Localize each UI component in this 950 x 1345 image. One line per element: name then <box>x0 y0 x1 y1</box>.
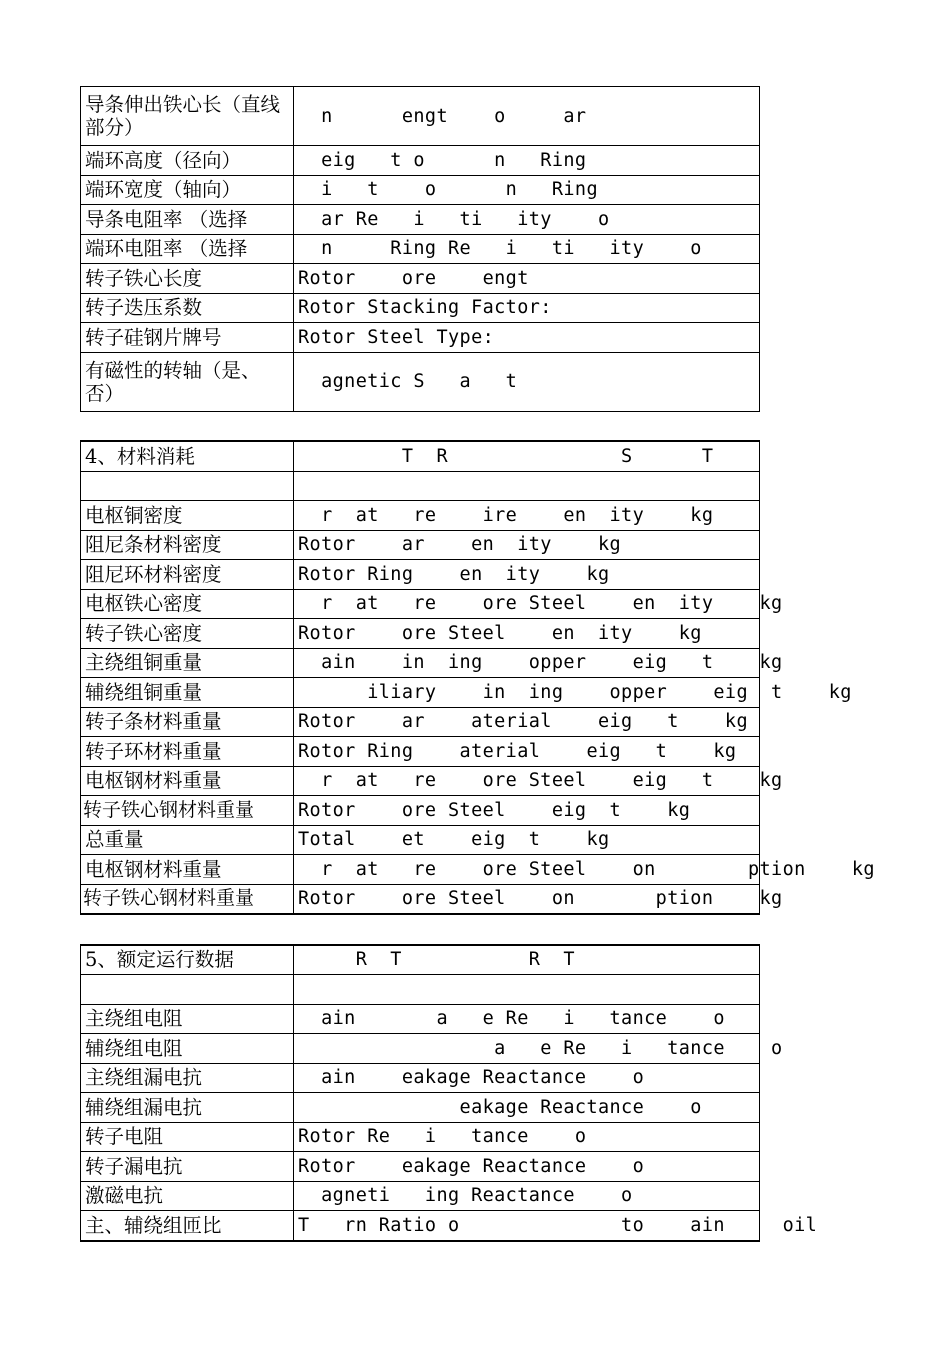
en-label-cell[interactable]: r at re ore Steel en ity kg <box>294 589 760 619</box>
table-row <box>81 293 760 323</box>
table-row <box>81 1004 760 1034</box>
table-row <box>81 1034 760 1064</box>
cn-label-cell[interactable]: 主绕组电阻 <box>81 1004 294 1034</box>
table-row <box>81 501 760 531</box>
cn-label-cell[interactable]: 转子铁心钢材料重量 <box>81 796 294 826</box>
table-row <box>81 146 760 176</box>
table-row <box>81 766 760 796</box>
cn-label-cell[interactable]: 阻尼条材料密度 <box>81 530 294 560</box>
table-row <box>81 1211 760 1241</box>
cn-label-cell[interactable]: 端环宽度（轴向） <box>81 175 294 205</box>
table-row <box>81 884 760 914</box>
cn-label-cell[interactable]: 转子铁心密度 <box>81 619 294 649</box>
en-label-cell[interactable]: iliary in ing opper eig t kg <box>294 678 760 708</box>
cn-label-cell[interactable]: 电枢钢材料重量 <box>81 766 294 796</box>
spacer-row <box>81 914 760 945</box>
section-header-row <box>81 441 760 471</box>
en-label-cell[interactable]: Total et eig t kg <box>294 825 760 855</box>
table-row <box>81 707 760 737</box>
table-row <box>81 560 760 590</box>
table-row <box>81 175 760 205</box>
table-row <box>81 619 760 649</box>
empty-cell[interactable] <box>81 975 294 1005</box>
table-row <box>81 530 760 560</box>
en-label-cell[interactable]: Rotor ore Steel on ption kg <box>294 884 760 914</box>
en-label-cell[interactable]: Rotor Ring en ity kg <box>294 560 760 590</box>
en-label-cell[interactable]: Rotor ore engt <box>294 264 760 294</box>
en-label-cell[interactable]: Rotor Re i tance o <box>294 1122 760 1152</box>
table-row <box>81 825 760 855</box>
en-label-cell[interactable]: n engt o ar <box>294 87 760 146</box>
en-label-cell[interactable]: Rotor eakage Reactance o <box>294 1152 760 1182</box>
en-label-cell[interactable]: ain a e Re i tance o <box>294 1004 760 1034</box>
empty-cell[interactable] <box>294 471 760 501</box>
table-row <box>81 1152 760 1182</box>
cn-label-cell[interactable]: 转子环材料重量 <box>81 737 294 767</box>
table-row <box>81 471 760 501</box>
empty-cell[interactable] <box>294 914 760 945</box>
table-row <box>81 234 760 264</box>
en-label-cell[interactable]: Rotor Ring aterial eig t kg <box>294 737 760 767</box>
en-label-cell[interactable]: eakage Reactance o <box>294 1093 760 1123</box>
en-label-cell[interactable]: r at re ire en ity kg <box>294 501 760 531</box>
en-label-cell[interactable]: r at re ore Steel on ption kg <box>294 855 760 885</box>
cn-label-cell[interactable]: 主绕组漏电抗 <box>81 1063 294 1093</box>
cn-label-cell[interactable]: 辅绕组铜重量 <box>81 678 294 708</box>
table-row <box>81 975 760 1005</box>
cn-label-cell[interactable]: 辅绕组电阻 <box>81 1034 294 1064</box>
cn-label-cell[interactable]: 端环高度（径向） <box>81 146 294 176</box>
empty-cell[interactable] <box>81 914 294 945</box>
cn-label-cell[interactable]: 电枢铁心密度 <box>81 589 294 619</box>
en-label-cell[interactable]: Rotor Steel Type: <box>294 323 760 353</box>
en-label-cell[interactable]: ain in ing opper eig t kg <box>294 648 760 678</box>
spreadsheet-sheet <box>80 86 875 1242</box>
cn-label-cell[interactable]: 转子铁心长度 <box>81 264 294 294</box>
parameter-table <box>80 86 875 1242</box>
cn-label-cell[interactable]: 电枢钢材料重量 <box>81 855 294 885</box>
table-row <box>81 855 760 885</box>
empty-cell[interactable] <box>81 411 294 441</box>
cn-label-cell[interactable]: 总重量 <box>81 825 294 855</box>
table-row <box>81 1122 760 1152</box>
cn-label-cell[interactable]: 转子漏电抗 <box>81 1152 294 1182</box>
en-label-cell[interactable]: a e Re i tance o <box>294 1034 760 1064</box>
table-row <box>81 323 760 353</box>
table-row <box>81 87 760 146</box>
en-label-cell[interactable]: n Ring Re i ti ity o <box>294 234 760 264</box>
cn-label-cell[interactable]: 辅绕组漏电抗 <box>81 1093 294 1123</box>
cn-label-cell[interactable]: 转子铁心钢材料重量 <box>81 884 294 914</box>
en-label-cell[interactable]: T rn Ratio o to ain oil <box>294 1211 760 1241</box>
en-label-cell[interactable]: r at re ore Steel eig t kg <box>294 766 760 796</box>
cn-label-cell[interactable]: 导条伸出铁心长（直线部分） <box>81 87 294 146</box>
spacer-row <box>81 411 760 441</box>
cn-label-cell[interactable]: 端环电阻率 （选择 <box>81 234 294 264</box>
table-row <box>81 589 760 619</box>
cn-label-cell[interactable]: 导条电阻率 （选择 <box>81 205 294 235</box>
empty-cell[interactable] <box>81 471 294 501</box>
table-row <box>81 205 760 235</box>
table-row <box>81 1181 760 1211</box>
cn-label-cell[interactable]: 主、辅绕组匝比 <box>81 1211 294 1241</box>
cn-label-cell[interactable]: 激磁电抗 <box>81 1181 294 1211</box>
en-label-cell[interactable]: Rotor ore Steel en ity kg <box>294 619 760 649</box>
en-label-cell[interactable]: i t o n Ring <box>294 175 760 205</box>
cn-label-cell[interactable]: 有磁性的转轴（是、否） <box>81 352 294 411</box>
en-label-cell[interactable]: Rotor ar en ity kg <box>294 530 760 560</box>
section-title[interactable]: 5、额定运行数据 <box>81 945 294 975</box>
table-row <box>81 678 760 708</box>
section-title-en[interactable]: T R S T <box>294 441 760 471</box>
section-title-en[interactable]: R T R T <box>294 945 760 975</box>
en-label-cell[interactable]: eig t o n Ring <box>294 146 760 176</box>
cn-label-cell[interactable]: 主绕组铜重量 <box>81 648 294 678</box>
en-label-cell[interactable]: Rotor ore Steel eig t kg <box>294 796 760 826</box>
table-row <box>81 352 760 411</box>
cn-label-cell[interactable]: 转子电阻 <box>81 1122 294 1152</box>
table-row <box>81 1093 760 1123</box>
table-row <box>81 796 760 826</box>
empty-cell[interactable] <box>294 975 760 1005</box>
empty-cell[interactable] <box>294 411 760 441</box>
cn-label-cell[interactable]: 转子硅钢片牌号 <box>81 323 294 353</box>
en-label-cell[interactable]: Rotor Stacking Factor: <box>294 293 760 323</box>
table-row <box>81 1063 760 1093</box>
section-title[interactable]: 4、材料消耗 <box>81 441 294 471</box>
cn-label-cell[interactable]: 电枢铜密度 <box>81 501 294 531</box>
table-row <box>81 648 760 678</box>
section-header-row <box>81 945 760 975</box>
table-row <box>81 737 760 767</box>
en-label-cell[interactable]: Rotor ar aterial eig t kg <box>294 707 760 737</box>
en-label-cell[interactable]: agnetic S a t <box>294 352 760 411</box>
cn-label-cell[interactable]: 转子迭压系数 <box>81 293 294 323</box>
en-label-cell[interactable]: ar Re i ti ity o <box>294 205 760 235</box>
table-row <box>81 264 760 294</box>
cn-label-cell[interactable]: 转子条材料重量 <box>81 707 294 737</box>
en-label-cell[interactable]: agneti ing Reactance o <box>294 1181 760 1211</box>
cn-label-cell[interactable]: 阻尼环材料密度 <box>81 560 294 590</box>
en-label-cell[interactable]: ain eakage Reactance o <box>294 1063 760 1093</box>
